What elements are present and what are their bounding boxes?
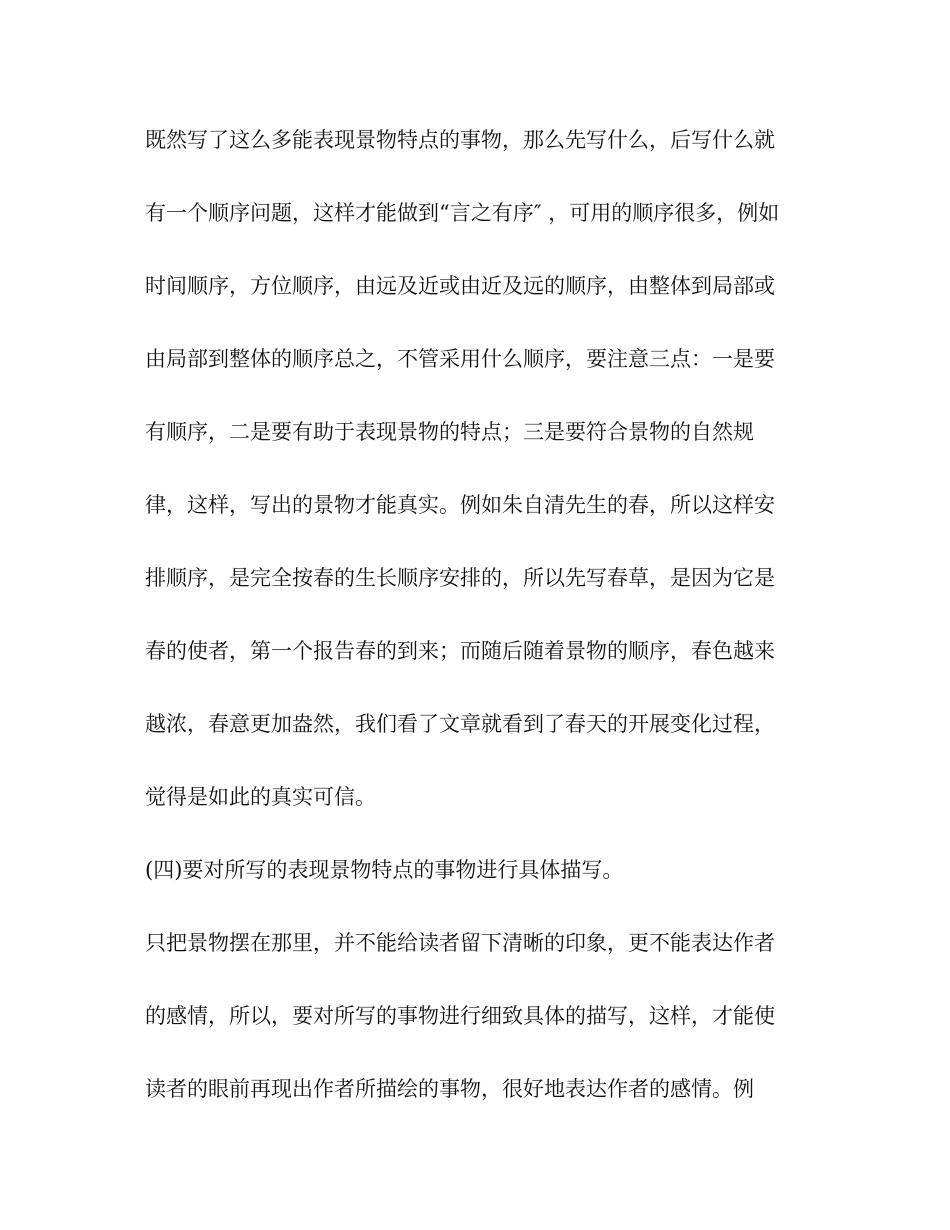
text-line: 越浓，春意更加盎然，我们看了文章就看到了春天的开展变化过程， bbox=[145, 712, 775, 736]
text-line: 读者的眼前再现出作者所描绘的事物，很好地表达作者的感情。例 bbox=[145, 1077, 754, 1101]
text-line: 只把景物摆在那里，并不能给读者留下清晰的印象，更不能表达作者 bbox=[145, 931, 775, 955]
text-line: 由局部到整体的顺序总之，不管采用什么顺序，要注意三点：一是要 bbox=[145, 347, 775, 371]
text-line: 有一个顺序问题，这样才能做到“言之有序″ ，可用的顺序很多，例如 bbox=[145, 201, 780, 225]
text-line: 时间顺序，方位顺序，由远及近或由近及远的顺序，由整体到局部或 bbox=[145, 274, 775, 298]
text-line: 有顺序，二是要有助于表现景物的特点；三是要符合景物的自然规 bbox=[145, 420, 754, 444]
text-line: 的感情，所以，要对所写的事物进行细致具体的描写，这样，才能使 bbox=[145, 1004, 775, 1028]
text-line: 律，这样，写出的景物才能真实。例如朱自清先生的春，所以这样安 bbox=[145, 493, 775, 517]
text-line: 排顺序，是完全按春的生长顺序安排的，所以先写春草，是因为它是 bbox=[145, 566, 775, 590]
section-heading: (四)要对所写的表现景物特点的事物进行具体描写。 bbox=[145, 858, 624, 882]
text-line: 春的使者，第一个报告春的到来；而随后随着景物的顺序，春色越来 bbox=[145, 639, 775, 663]
text-line: 觉得是如此的真实可信。 bbox=[145, 785, 376, 809]
text-line: 既然写了这么多能表现景物特点的事物，那么先写什么，后写什么就 bbox=[145, 128, 775, 152]
